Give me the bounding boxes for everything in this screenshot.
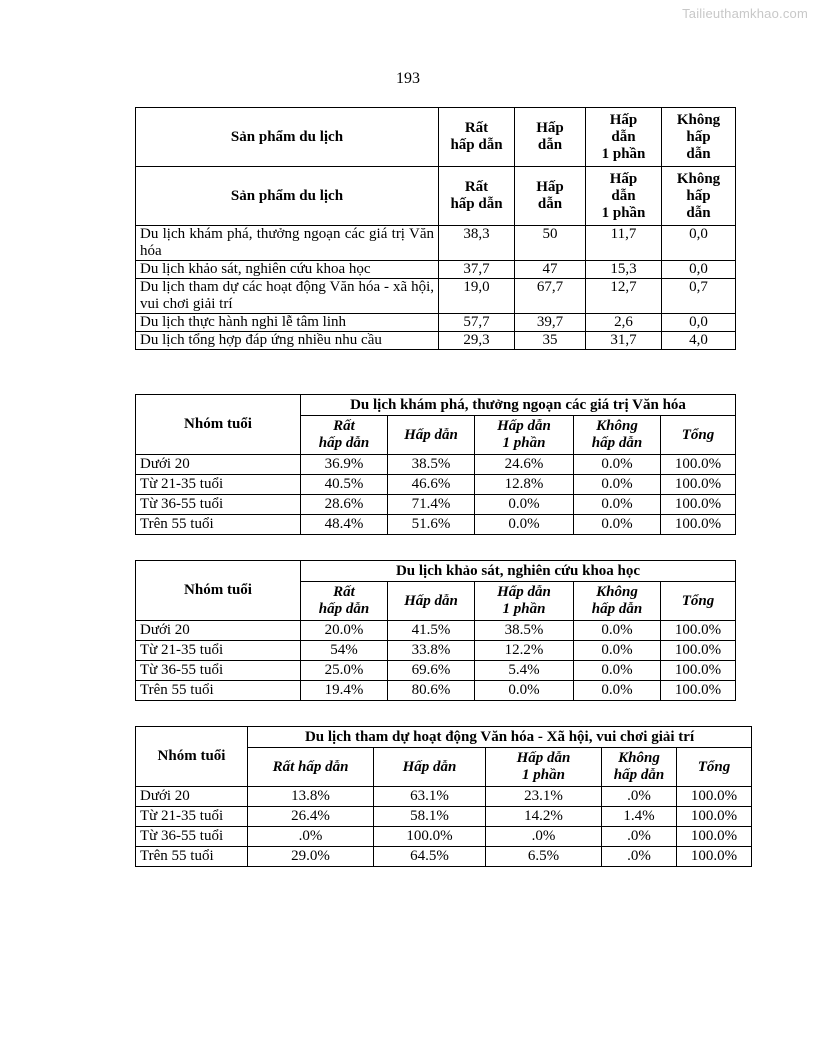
header-not-attractive: Không hấp dẫn <box>602 748 677 787</box>
cell-value: 40.5% <box>301 475 388 495</box>
row-label: Du lịch tham dự các hoạt động Văn hóa - xã hội, vui chơi giải trí <box>136 279 439 314</box>
cell-value: 41.5% <box>388 621 475 641</box>
cell-value: 0.0% <box>574 661 661 681</box>
age-table-cultural-exploration <box>135 394 736 535</box>
cell-value: 100.0% <box>374 827 486 847</box>
row-label: Từ 21-35 tuổi <box>136 475 301 495</box>
cell-value: 0.0% <box>574 681 661 701</box>
header-very-attractive: Rất hấp dẫn <box>301 582 388 621</box>
table-row <box>136 515 736 535</box>
age-table-cultural-activities <box>135 726 752 867</box>
cell-value: .0% <box>602 787 677 807</box>
cell-value: 0,0 <box>662 261 736 279</box>
cell-value: 71.4% <box>388 495 475 515</box>
cell-value: 47 <box>515 261 586 279</box>
table-row <box>136 787 752 807</box>
cell-value: 11,7 <box>586 226 662 261</box>
cell-value: .0% <box>486 827 602 847</box>
group-header-row <box>136 727 752 748</box>
cell-value: 1.4% <box>602 807 677 827</box>
cell-value: 35 <box>515 332 586 350</box>
cell-value: 57,7 <box>439 314 515 332</box>
cell-value: 100.0% <box>661 641 736 661</box>
header-not-attractive: Không hấp dẫn <box>574 582 661 621</box>
group-header-row <box>136 561 736 582</box>
cell-value: 100.0% <box>677 827 752 847</box>
header-total: Tổng <box>661 416 736 455</box>
cell-value: 0.0% <box>475 681 574 701</box>
header-not-attractive: Không hấp dẫn <box>662 108 736 167</box>
cell-value: 33.8% <box>388 641 475 661</box>
header-attractive: Hấp dẫn <box>515 167 586 226</box>
header-attractive: Hấp dẫn <box>515 108 586 167</box>
age-table-research <box>135 560 736 701</box>
header-very-attractive: Rất hấp dẫn <box>439 108 515 167</box>
header-total: Tổng <box>677 748 752 787</box>
cell-value: 100.0% <box>677 787 752 807</box>
row-label: Dưới 20 <box>136 787 248 807</box>
cell-value: 0,0 <box>662 226 736 261</box>
header-very-attractive: Rất hấp dẫn <box>248 748 374 787</box>
table-row <box>136 495 736 515</box>
cell-value: 0.0% <box>574 621 661 641</box>
table-row <box>136 807 752 827</box>
header-attractive: Hấp dẫn <box>388 582 475 621</box>
cell-value: 0,0 <box>662 314 736 332</box>
cell-value: 15,3 <box>586 261 662 279</box>
cell-value: 100.0% <box>661 661 736 681</box>
cell-value: 28.6% <box>301 495 388 515</box>
row-label: Trên 55 tuổi <box>136 681 301 701</box>
cell-value: 0.0% <box>574 475 661 495</box>
cell-value: 50 <box>515 226 586 261</box>
cell-value: 0,7 <box>662 279 736 314</box>
header-partly-attractive: Hấp dẫn 1 phần <box>475 582 574 621</box>
cell-value: 0.0% <box>475 495 574 515</box>
cell-value: 31,7 <box>586 332 662 350</box>
cell-value: 100.0% <box>677 847 752 867</box>
header-not-attractive: Không hấp dẫn <box>574 416 661 455</box>
table-row <box>136 279 736 314</box>
header-attractive: Hấp dẫn <box>374 748 486 787</box>
cell-value: 13.8% <box>248 787 374 807</box>
row-label: Từ 36-55 tuổi <box>136 661 301 681</box>
cell-value: 38,3 <box>439 226 515 261</box>
header-partly-attractive: Hấp dẫn 1 phần <box>486 748 602 787</box>
group-header-row <box>136 395 736 416</box>
header-row-repeat <box>136 167 736 226</box>
table-row <box>136 261 736 279</box>
table-row <box>136 621 736 641</box>
cell-value: 26.4% <box>248 807 374 827</box>
cell-value: 100.0% <box>677 807 752 827</box>
table-row <box>136 314 736 332</box>
watermark: Tailieuthamkhao.com <box>682 6 808 21</box>
cell-value: 25.0% <box>301 661 388 681</box>
row-label: Từ 21-35 tuổi <box>136 807 248 827</box>
row-label: Dưới 20 <box>136 455 301 475</box>
cell-value: 12,7 <box>586 279 662 314</box>
header-age-group: Nhóm tuổi <box>136 727 248 787</box>
cell-value: 37,7 <box>439 261 515 279</box>
cell-value: 4,0 <box>662 332 736 350</box>
cell-value: 36.9% <box>301 455 388 475</box>
table-row <box>136 475 736 495</box>
header-very-attractive: Rất hấp dẫn <box>439 167 515 226</box>
row-label: Trên 55 tuổi <box>136 515 301 535</box>
header-age-group: Nhóm tuổi <box>136 561 301 621</box>
cell-value: 100.0% <box>661 621 736 641</box>
product-attractiveness-table <box>135 107 736 350</box>
cell-value: 100.0% <box>661 681 736 701</box>
header-attractive: Hấp dẫn <box>388 416 475 455</box>
table-row <box>136 827 752 847</box>
header-very-attractive: Rất hấp dẫn <box>301 416 388 455</box>
cell-value: 69.6% <box>388 661 475 681</box>
cell-value: 67,7 <box>515 279 586 314</box>
header-row <box>136 108 736 167</box>
cell-value: 58.1% <box>374 807 486 827</box>
cell-value: .0% <box>602 847 677 867</box>
cell-value: 100.0% <box>661 495 736 515</box>
header-partly-attractive: Hấp dẫn 1 phần <box>586 167 662 226</box>
cell-value: 29,3 <box>439 332 515 350</box>
header-partly-attractive: Hấp dẫn 1 phần <box>586 108 662 167</box>
row-label: Trên 55 tuổi <box>136 847 248 867</box>
header-total: Tổng <box>661 582 736 621</box>
header-product: Sản phẩm du lịch <box>136 108 439 167</box>
cell-value: 63.1% <box>374 787 486 807</box>
cell-value: 23.1% <box>486 787 602 807</box>
table-row <box>136 641 736 661</box>
cell-value: 80.6% <box>388 681 475 701</box>
row-label: Từ 21-35 tuổi <box>136 641 301 661</box>
cell-value: 19,0 <box>439 279 515 314</box>
table-row <box>136 332 736 350</box>
row-label: Du lịch thực hành nghi lễ tâm linh <box>136 314 439 332</box>
cell-value: 64.5% <box>374 847 486 867</box>
cell-value: 5.4% <box>475 661 574 681</box>
row-label: Dưới 20 <box>136 621 301 641</box>
table-row <box>136 226 736 261</box>
cell-value: 14.2% <box>486 807 602 827</box>
cell-value: 0.0% <box>574 515 661 535</box>
cell-value: 19.4% <box>301 681 388 701</box>
cell-value: .0% <box>248 827 374 847</box>
group-title: Du lịch tham dự hoạt động Văn hóa - Xã hội, vui chơi giải trí <box>248 727 752 748</box>
cell-value: 0.0% <box>574 495 661 515</box>
header-not-attractive: Không hấp dẫn <box>662 167 736 226</box>
header-age-group: Nhóm tuổi <box>136 395 301 455</box>
table-row <box>136 661 736 681</box>
cell-value: .0% <box>602 827 677 847</box>
cell-value: 29.0% <box>248 847 374 867</box>
cell-value: 46.6% <box>388 475 475 495</box>
cell-value: 12.8% <box>475 475 574 495</box>
cell-value: 39,7 <box>515 314 586 332</box>
row-label: Du lịch tổng hợp đáp ứng nhiều nhu cầu <box>136 332 439 350</box>
cell-value: 51.6% <box>388 515 475 535</box>
row-label: Từ 36-55 tuổi <box>136 495 301 515</box>
table-row <box>136 847 752 867</box>
header-partly-attractive: Hấp dẫn 1 phần <box>475 416 574 455</box>
cell-value: 24.6% <box>475 455 574 475</box>
cell-value: 0.0% <box>475 515 574 535</box>
cell-value: 100.0% <box>661 515 736 535</box>
cell-value: 38.5% <box>475 621 574 641</box>
cell-value: 0.0% <box>574 455 661 475</box>
table-row <box>136 681 736 701</box>
cell-value: 6.5% <box>486 847 602 867</box>
header-product: Sản phẩm du lịch <box>136 167 439 226</box>
cell-value: 20.0% <box>301 621 388 641</box>
row-label: Du lịch khám phá, thưởng ngoạn các giá trị Văn hóa <box>136 226 439 261</box>
cell-value: 48.4% <box>301 515 388 535</box>
group-title: Du lịch khảo sát, nghiên cứu khoa học <box>301 561 736 582</box>
cell-value: 100.0% <box>661 475 736 495</box>
cell-value: 12.2% <box>475 641 574 661</box>
table-row <box>136 455 736 475</box>
cell-value: 38.5% <box>388 455 475 475</box>
row-label: Du lịch khảo sát, nghiên cứu khoa học <box>136 261 439 279</box>
cell-value: 0.0% <box>574 641 661 661</box>
cell-value: 100.0% <box>661 455 736 475</box>
cell-value: 54% <box>301 641 388 661</box>
row-label: Từ 36-55 tuổi <box>136 827 248 847</box>
page-number: 193 <box>396 70 420 87</box>
cell-value: 2,6 <box>586 314 662 332</box>
group-title: Du lịch khám phá, thưởng ngoạn các giá trị Văn hóa <box>301 395 736 416</box>
